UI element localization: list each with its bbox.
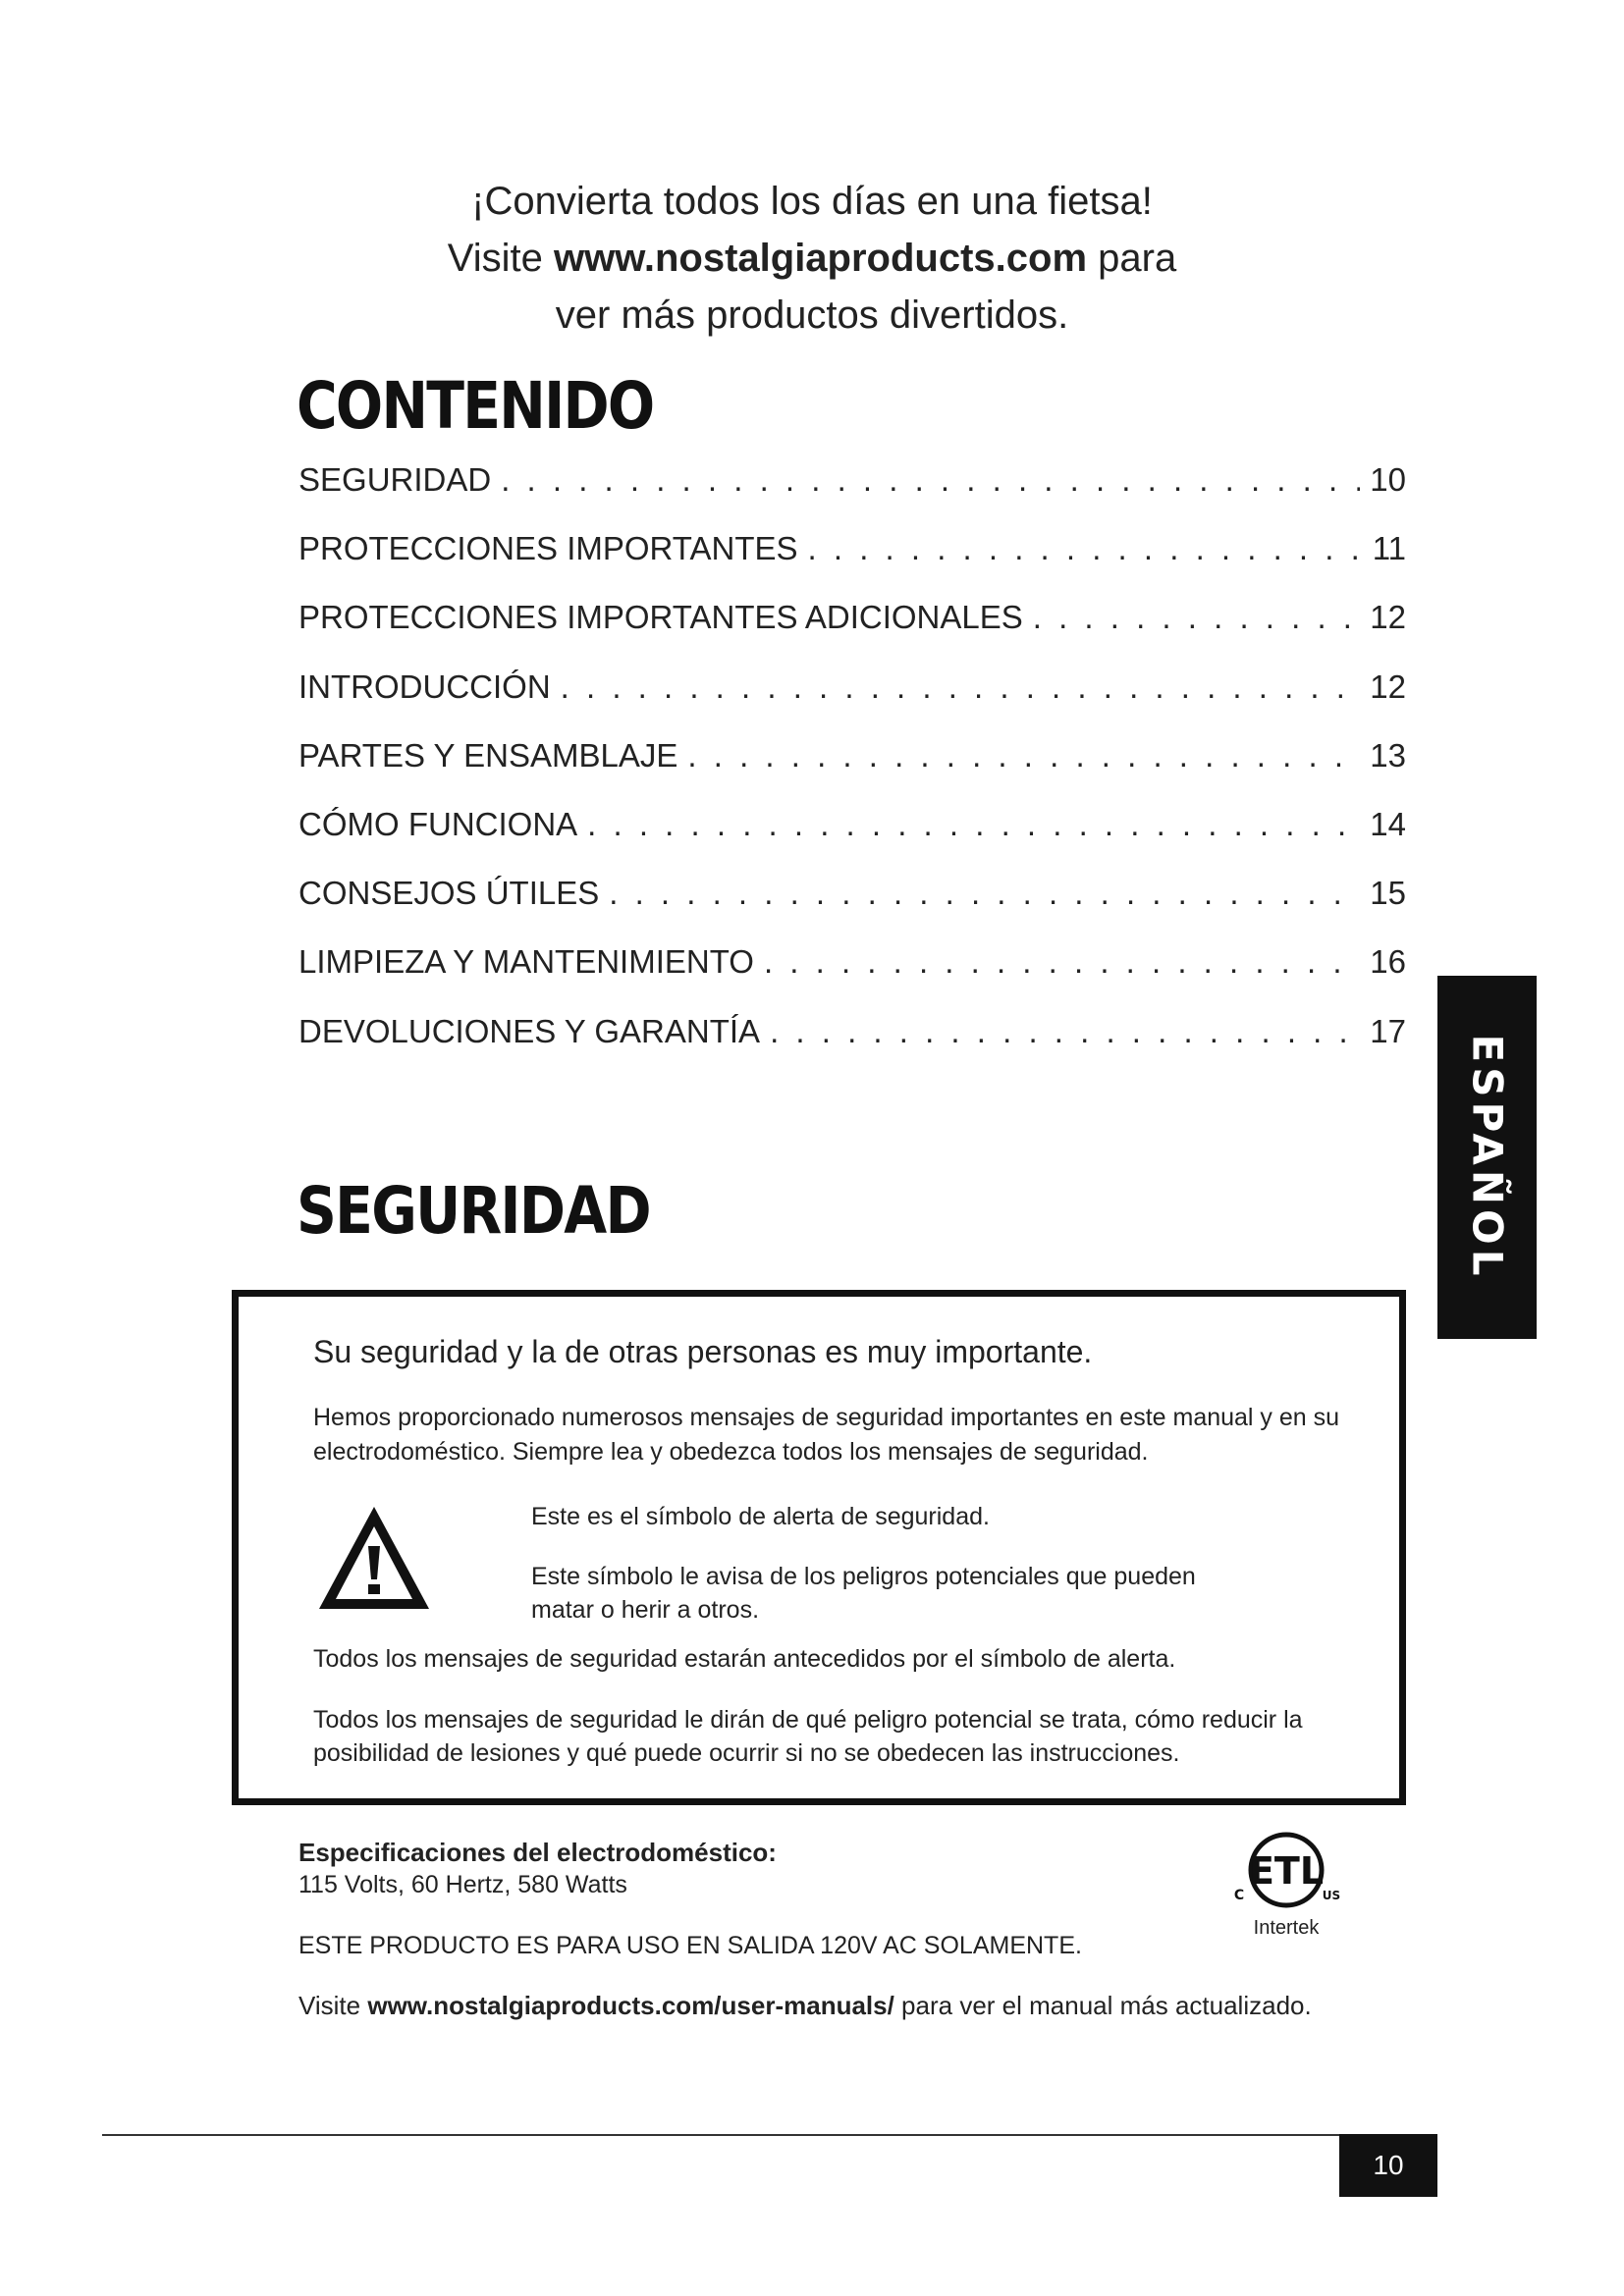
- safety-intro: Hemos proporcionado numerosos mensajes de seguridad importantes en este manual y en su electrodoméstico. Siempre lea y obedezca todos los mensajes de seguridad.: [313, 1404, 1340, 1466]
- toc-entry-page: 12: [1370, 599, 1406, 636]
- safety-heading: SEGURIDAD: [297, 1173, 650, 1249]
- footer-divider: [102, 2134, 1437, 2136]
- safety-all-messages-2: Todos los mensajes de seguridad le dirán de qué peligro potencial se trata, cómo reducir la posibilidad de lesiones y qué puede ocurrir si no se obedecen las instrucciones.: [313, 1706, 1303, 1767]
- specs-title: Especificaciones del electrodoméstico:: [298, 1838, 777, 1867]
- toc-entry-label: PARTES Y ENSAMBLAJE: [298, 736, 678, 774]
- safety-symbol-line-2: Este símbolo le avisa de los peligros potenciales que pueden matar o herir a otros.: [531, 1563, 1196, 1624]
- toc-entry-label: PROTECCIONES IMPORTANTES ADICIONALES: [298, 599, 1023, 636]
- safety-lead: Su seguridad y la de otras personas es muy importante.: [313, 1334, 1093, 1369]
- etl-mark: ETL: [1248, 1849, 1325, 1893]
- toc-entry-page: 11: [1372, 530, 1406, 567]
- toc-entry-page: 15: [1370, 875, 1406, 912]
- toc-entry-label: CONSEJOS ÚTILES: [298, 875, 600, 912]
- toc-leader-dots: [501, 461, 1360, 499]
- toc-entry-page: 14: [1370, 805, 1406, 842]
- toc-entry-page: 13: [1370, 736, 1406, 774]
- toc-entry-page: 16: [1370, 943, 1406, 981]
- toc-entry[interactable]: [298, 461, 1406, 530]
- toc-leader-dots: [808, 530, 1363, 567]
- table-of-contents: [298, 461, 1406, 1082]
- etl-c-mark: C: [1233, 1888, 1245, 1903]
- toc-entry-page: 12: [1370, 667, 1406, 705]
- toc-entry[interactable]: [298, 1013, 1406, 1082]
- safety-notice-box: [232, 1290, 1406, 1805]
- toc-entry-label: CÓMO FUNCIONA: [298, 805, 578, 842]
- promo-line-1: ¡Convierta todos los días en una fietsa!: [471, 180, 1153, 223]
- toc-leader-dots: [609, 875, 1360, 912]
- promo-line-3: ver más productos divertidos.: [555, 294, 1069, 337]
- specs-value: 115 Volts, 60 Hertz, 580 Watts: [298, 1871, 627, 1898]
- toc-entry[interactable]: [298, 530, 1406, 599]
- toc-leader-dots: [561, 668, 1361, 706]
- manual-visit-line: Visite www.nostalgiaproducts.com/user-manuals/ para ver el manual más actualizado.: [298, 1991, 1312, 2020]
- intertek-label: Intertek: [1253, 1917, 1320, 1939]
- language-tab-label: ESPAÑOL: [1463, 1034, 1511, 1281]
- toc-entry[interactable]: [298, 599, 1406, 667]
- etl-us-mark: US: [1322, 1889, 1341, 1902]
- safety-all-messages-1: Todos los mensajes de seguridad estarán antecedidos por el símbolo de alerta.: [313, 1645, 1176, 1673]
- appliance-specifications: [298, 1836, 1182, 1961]
- toc-leader-dots: [770, 1013, 1360, 1050]
- promo-url-link[interactable]: www.nostalgiaproducts.com: [554, 237, 1088, 280]
- promo-line-2: Visite www.nostalgiaproducts.com para: [447, 237, 1177, 280]
- toc-entry[interactable]: [298, 737, 1406, 806]
- toc-entry-label: INTRODUCCIÓN: [298, 667, 551, 705]
- toc-leader-dots: [687, 737, 1360, 774]
- toc-leader-dots: [587, 806, 1360, 843]
- page-number: 10: [1339, 2134, 1437, 2197]
- toc-entry-label: SEGURIDAD: [298, 461, 492, 498]
- toc-leader-dots: [764, 943, 1360, 981]
- language-tab: [1437, 976, 1537, 1339]
- toc-entry-label: LIMPIEZA Y MANTENIMIENTO: [298, 943, 754, 981]
- safety-symbol-line-1: Este es el símbolo de alerta de seguridad.: [531, 1503, 990, 1530]
- toc-entry[interactable]: [298, 943, 1406, 1012]
- specs-outlet-note: ESTE PRODUCTO ES PARA USO EN SALIDA 120V AC SOLAMENTE.: [298, 1932, 1082, 1959]
- toc-entry[interactable]: [298, 668, 1406, 737]
- toc-entry-label: DEVOLUCIONES Y GARANTÍA: [298, 1012, 761, 1049]
- promo-text: [0, 173, 1624, 344]
- toc-entry-page: 17: [1370, 1012, 1406, 1049]
- manual-url-link[interactable]: www.nostalgiaproducts.com/user-manuals/: [367, 1991, 894, 2020]
- contents-heading: CONTENIDO: [297, 368, 654, 444]
- toc-entry-label: PROTECCIONES IMPORTANTES: [298, 530, 798, 567]
- toc-leader-dots: [1033, 599, 1361, 636]
- toc-entry-page: 10: [1370, 461, 1406, 498]
- warning-triangle-icon: [313, 1499, 435, 1621]
- toc-entry[interactable]: [298, 806, 1406, 875]
- toc-entry[interactable]: [298, 875, 1406, 943]
